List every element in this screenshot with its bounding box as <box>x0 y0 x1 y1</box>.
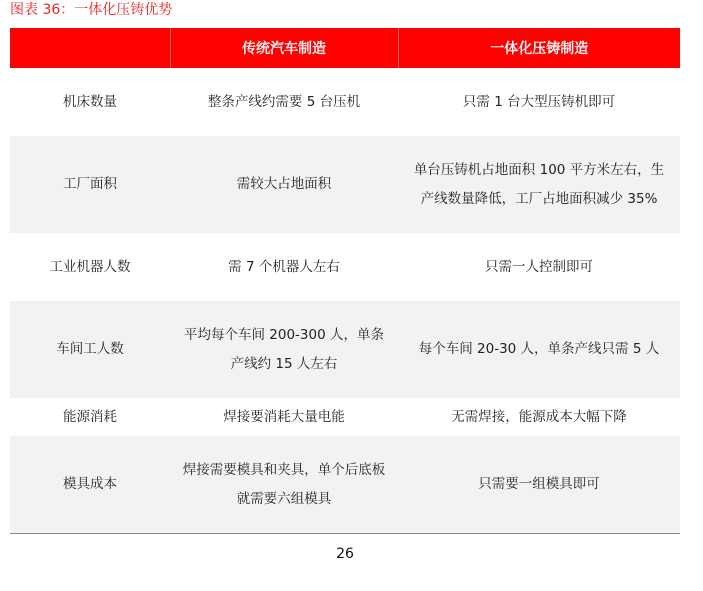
integrated-cell: 只需要一组模具即可 <box>398 436 680 534</box>
traditional-cell: 焊接要消耗大量电能 <box>170 398 398 436</box>
table-row <box>10 301 680 398</box>
row-label: 车间工人数 <box>10 301 170 398</box>
header-cell-traditional: 传统汽车制造 <box>170 28 398 68</box>
table-row <box>10 233 680 301</box>
table-header-row <box>10 28 680 68</box>
integrated-cell: 只需一人控制即可 <box>398 233 680 301</box>
integrated-cell: 无需焊接，能源成本大幅下降 <box>398 398 680 436</box>
table-row <box>10 436 680 534</box>
traditional-cell: 平均每个车间 200-300 人，单条产线约 15 人左右 <box>170 301 398 398</box>
row-label: 工厂面积 <box>10 136 170 233</box>
page-number: 26 <box>336 546 354 562</box>
row-label: 模具成本 <box>10 436 170 534</box>
integrated-cell: 只需 1 台大型压铸机即可 <box>398 68 680 136</box>
traditional-cell: 焊接需要模具和夹具，单个后底板就需要六组模具 <box>170 436 398 534</box>
header-cell-empty <box>10 28 170 68</box>
table-row <box>10 398 680 436</box>
traditional-cell: 需较大占地面积 <box>170 136 398 233</box>
figure-caption: 图表 36：一体化压铸优势 <box>10 2 173 18</box>
row-label: 能源消耗 <box>10 398 170 436</box>
row-label: 工业机器人数 <box>10 233 170 301</box>
table-row <box>10 68 680 136</box>
integrated-cell: 每个车间 20-30 人，单条产线只需 5 人 <box>398 301 680 398</box>
integrated-cell: 单台压铸机占地面积 100 平方米左右，生产线数量降低，工厂占地面积减少 35% <box>398 136 680 233</box>
header-cell-integrated: 一体化压铸制造 <box>398 28 680 68</box>
comparison-table <box>10 28 680 534</box>
row-label: 机床数量 <box>10 68 170 136</box>
table-row <box>10 136 680 233</box>
traditional-cell: 需 7 个机器人左右 <box>170 233 398 301</box>
traditional-cell: 整条产线约需要 5 台压机 <box>170 68 398 136</box>
